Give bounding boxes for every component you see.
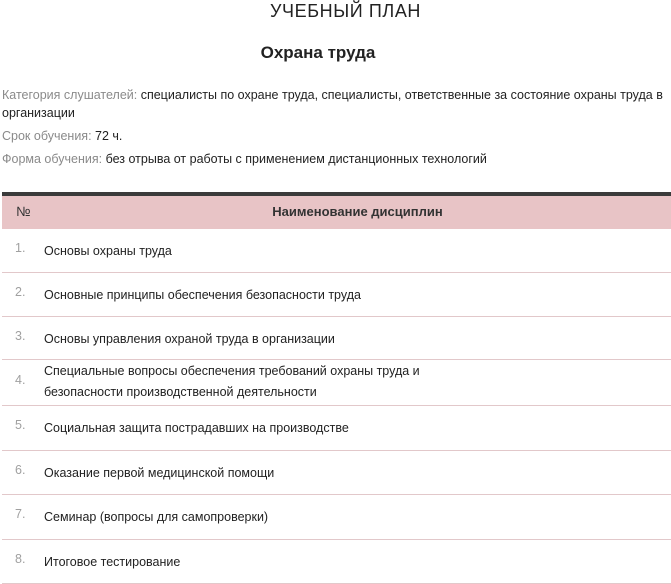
row-discipline: Основные принципы обеспечения безопасности труда <box>44 288 361 302</box>
table-row <box>2 317 671 360</box>
header-number: № <box>16 204 31 219</box>
form-value: без отрыва от работы с применением дистанционных технологий <box>102 152 487 166</box>
row-number: 5. <box>15 418 26 432</box>
table-row <box>2 229 671 273</box>
table-row <box>2 540 671 584</box>
form-line <box>2 150 667 168</box>
row-discipline: Оказание первой медицинской помощи <box>44 466 275 480</box>
row-discipline: Специальные вопросы обеспечения требований охраны труда и безопасности производственной деятельности <box>44 364 420 399</box>
document-title: Охрана труда <box>260 43 376 62</box>
row-discipline: Основы охраны труда <box>44 244 172 258</box>
duration-value: 72 ч. <box>91 129 123 143</box>
audience-value: специалисты по охране труда, специалисты, ответственные за состояние охраны труда в организации <box>2 88 663 120</box>
duration-label: Срок обучения: <box>2 129 92 143</box>
header-discipline-name: Наименование дисциплин <box>272 204 443 219</box>
audience-line <box>2 86 667 122</box>
row-number: 4. <box>15 373 26 387</box>
document-kind: УЧЕБНЫЙ ПЛАН <box>269 1 422 21</box>
table-row <box>2 273 671 317</box>
row-discipline: Основы управления охраной труда в организации <box>44 332 335 346</box>
table-row <box>2 451 671 495</box>
table-row <box>2 406 671 451</box>
table-row <box>2 495 671 540</box>
table-row <box>2 360 671 406</box>
row-number: 3. <box>15 329 26 343</box>
disciplines-table <box>2 192 671 584</box>
row-number: 2. <box>15 285 26 299</box>
row-number: 1. <box>15 241 26 255</box>
row-discipline: Социальная защита пострадавших на производстве <box>44 421 349 435</box>
duration-line <box>2 127 667 145</box>
table-header <box>2 192 671 229</box>
row-number: 6. <box>15 463 26 477</box>
form-label: Форма обучения: <box>2 152 103 166</box>
audience-label: Категория слушателей: <box>2 88 138 102</box>
row-discipline: Семинар (вопросы для самопроверки) <box>44 510 269 524</box>
row-discipline: Итоговое тестирование <box>44 555 181 569</box>
row-number: 8. <box>15 552 26 566</box>
row-number: 7. <box>15 507 26 521</box>
